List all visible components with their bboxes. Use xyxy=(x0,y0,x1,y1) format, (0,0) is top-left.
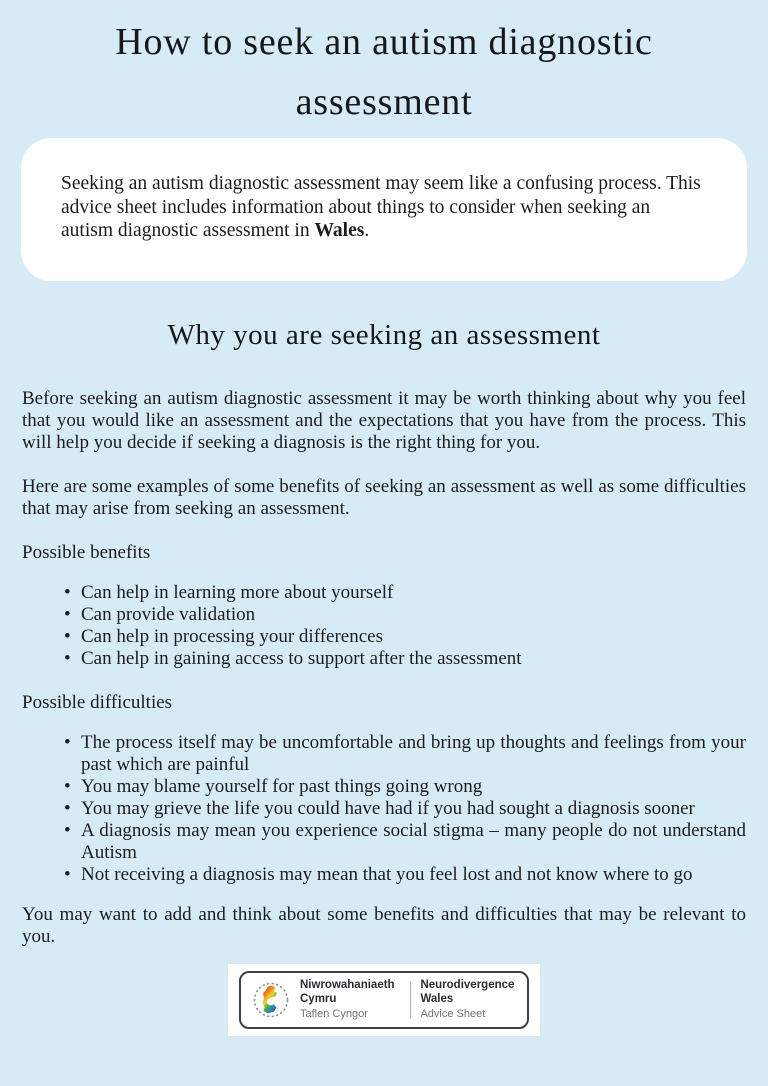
difficulties-list-item: • You may grieve the life you could have had if you had sought a diagnosis sooner xyxy=(64,798,746,820)
closing-paragraph: You may want to add and think about some benefits and difficulties that may be relevant to you. xyxy=(22,903,746,947)
footer-divider xyxy=(410,981,411,1020)
section-content xyxy=(22,388,746,948)
page-title-line1: How to seek an autism diagnostic xyxy=(115,21,653,63)
benefits-list-item: • Can help in processing your differences xyxy=(64,626,746,648)
benefits-list-item: • Can provide validation xyxy=(64,604,746,626)
section-heading: Why you are seeking an assessment xyxy=(167,318,601,351)
difficulties-list-item: • A diagnosis may mean you experience social stigma – many people do not understand Autism xyxy=(64,820,746,864)
benefits-list-item: • Can help in learning more about yourself xyxy=(64,582,746,604)
intro-card xyxy=(21,138,747,281)
footer-sub-english: Advice Sheet xyxy=(420,1008,486,1021)
intro-paragraph xyxy=(61,172,707,243)
footer-welsh-column xyxy=(300,978,400,1023)
footer-org-english: Neurodivergence Wales xyxy=(420,978,515,1005)
page-title-line2: assessment xyxy=(295,81,473,123)
paragraph-examples: Here are some examples of some benefits of seeking an assessment as well as some difficulties that may arise from seeking an assessment. xyxy=(22,475,746,519)
page-title xyxy=(0,0,768,132)
paragraph-why: Before seeking an autism diagnostic assessment it may be worth thinking about why you feel that you would like an assessment and the expectations that you have from the process. This will help you decide if seeking a diagnosis is the right thing for you. xyxy=(22,387,746,453)
benefits-list-item: • Can help in gaining access to support after the assessment xyxy=(64,648,746,670)
difficulties-list xyxy=(22,732,746,886)
benefits-label: Possible benefits xyxy=(22,541,151,563)
footer-sub-welsh: Taflen Cyngor xyxy=(300,1008,368,1021)
footer-english-column xyxy=(420,978,517,1023)
intro-bold-text: Wales xyxy=(314,220,365,241)
footer-org-welsh: Niwrowahaniaeth Cymru xyxy=(300,978,395,1005)
benefits-list xyxy=(22,582,746,670)
difficulties-list-item: • Not receiving a diagnosis may mean that you feel lost and not know where to go xyxy=(64,864,746,886)
intro-text: Seeking an autism diagnostic assessment may seem like a confusing process. This advice sheet includes information about things to consider when seeking an autism diagnostic assessment in xyxy=(61,173,701,241)
difficulties-list-item: • The process itself may be uncomfortable and bring up thoughts and feelings from your past which are painful xyxy=(64,732,746,776)
footer-badge xyxy=(239,971,529,1030)
difficulties-list-item: • You may blame yourself for past things going wrong xyxy=(64,776,746,798)
wales-map-logo-icon xyxy=(251,980,291,1020)
footer-logo-strip xyxy=(228,964,540,1037)
intro-text-after: . xyxy=(364,220,370,241)
difficulties-label: Possible difficulties xyxy=(22,691,173,713)
